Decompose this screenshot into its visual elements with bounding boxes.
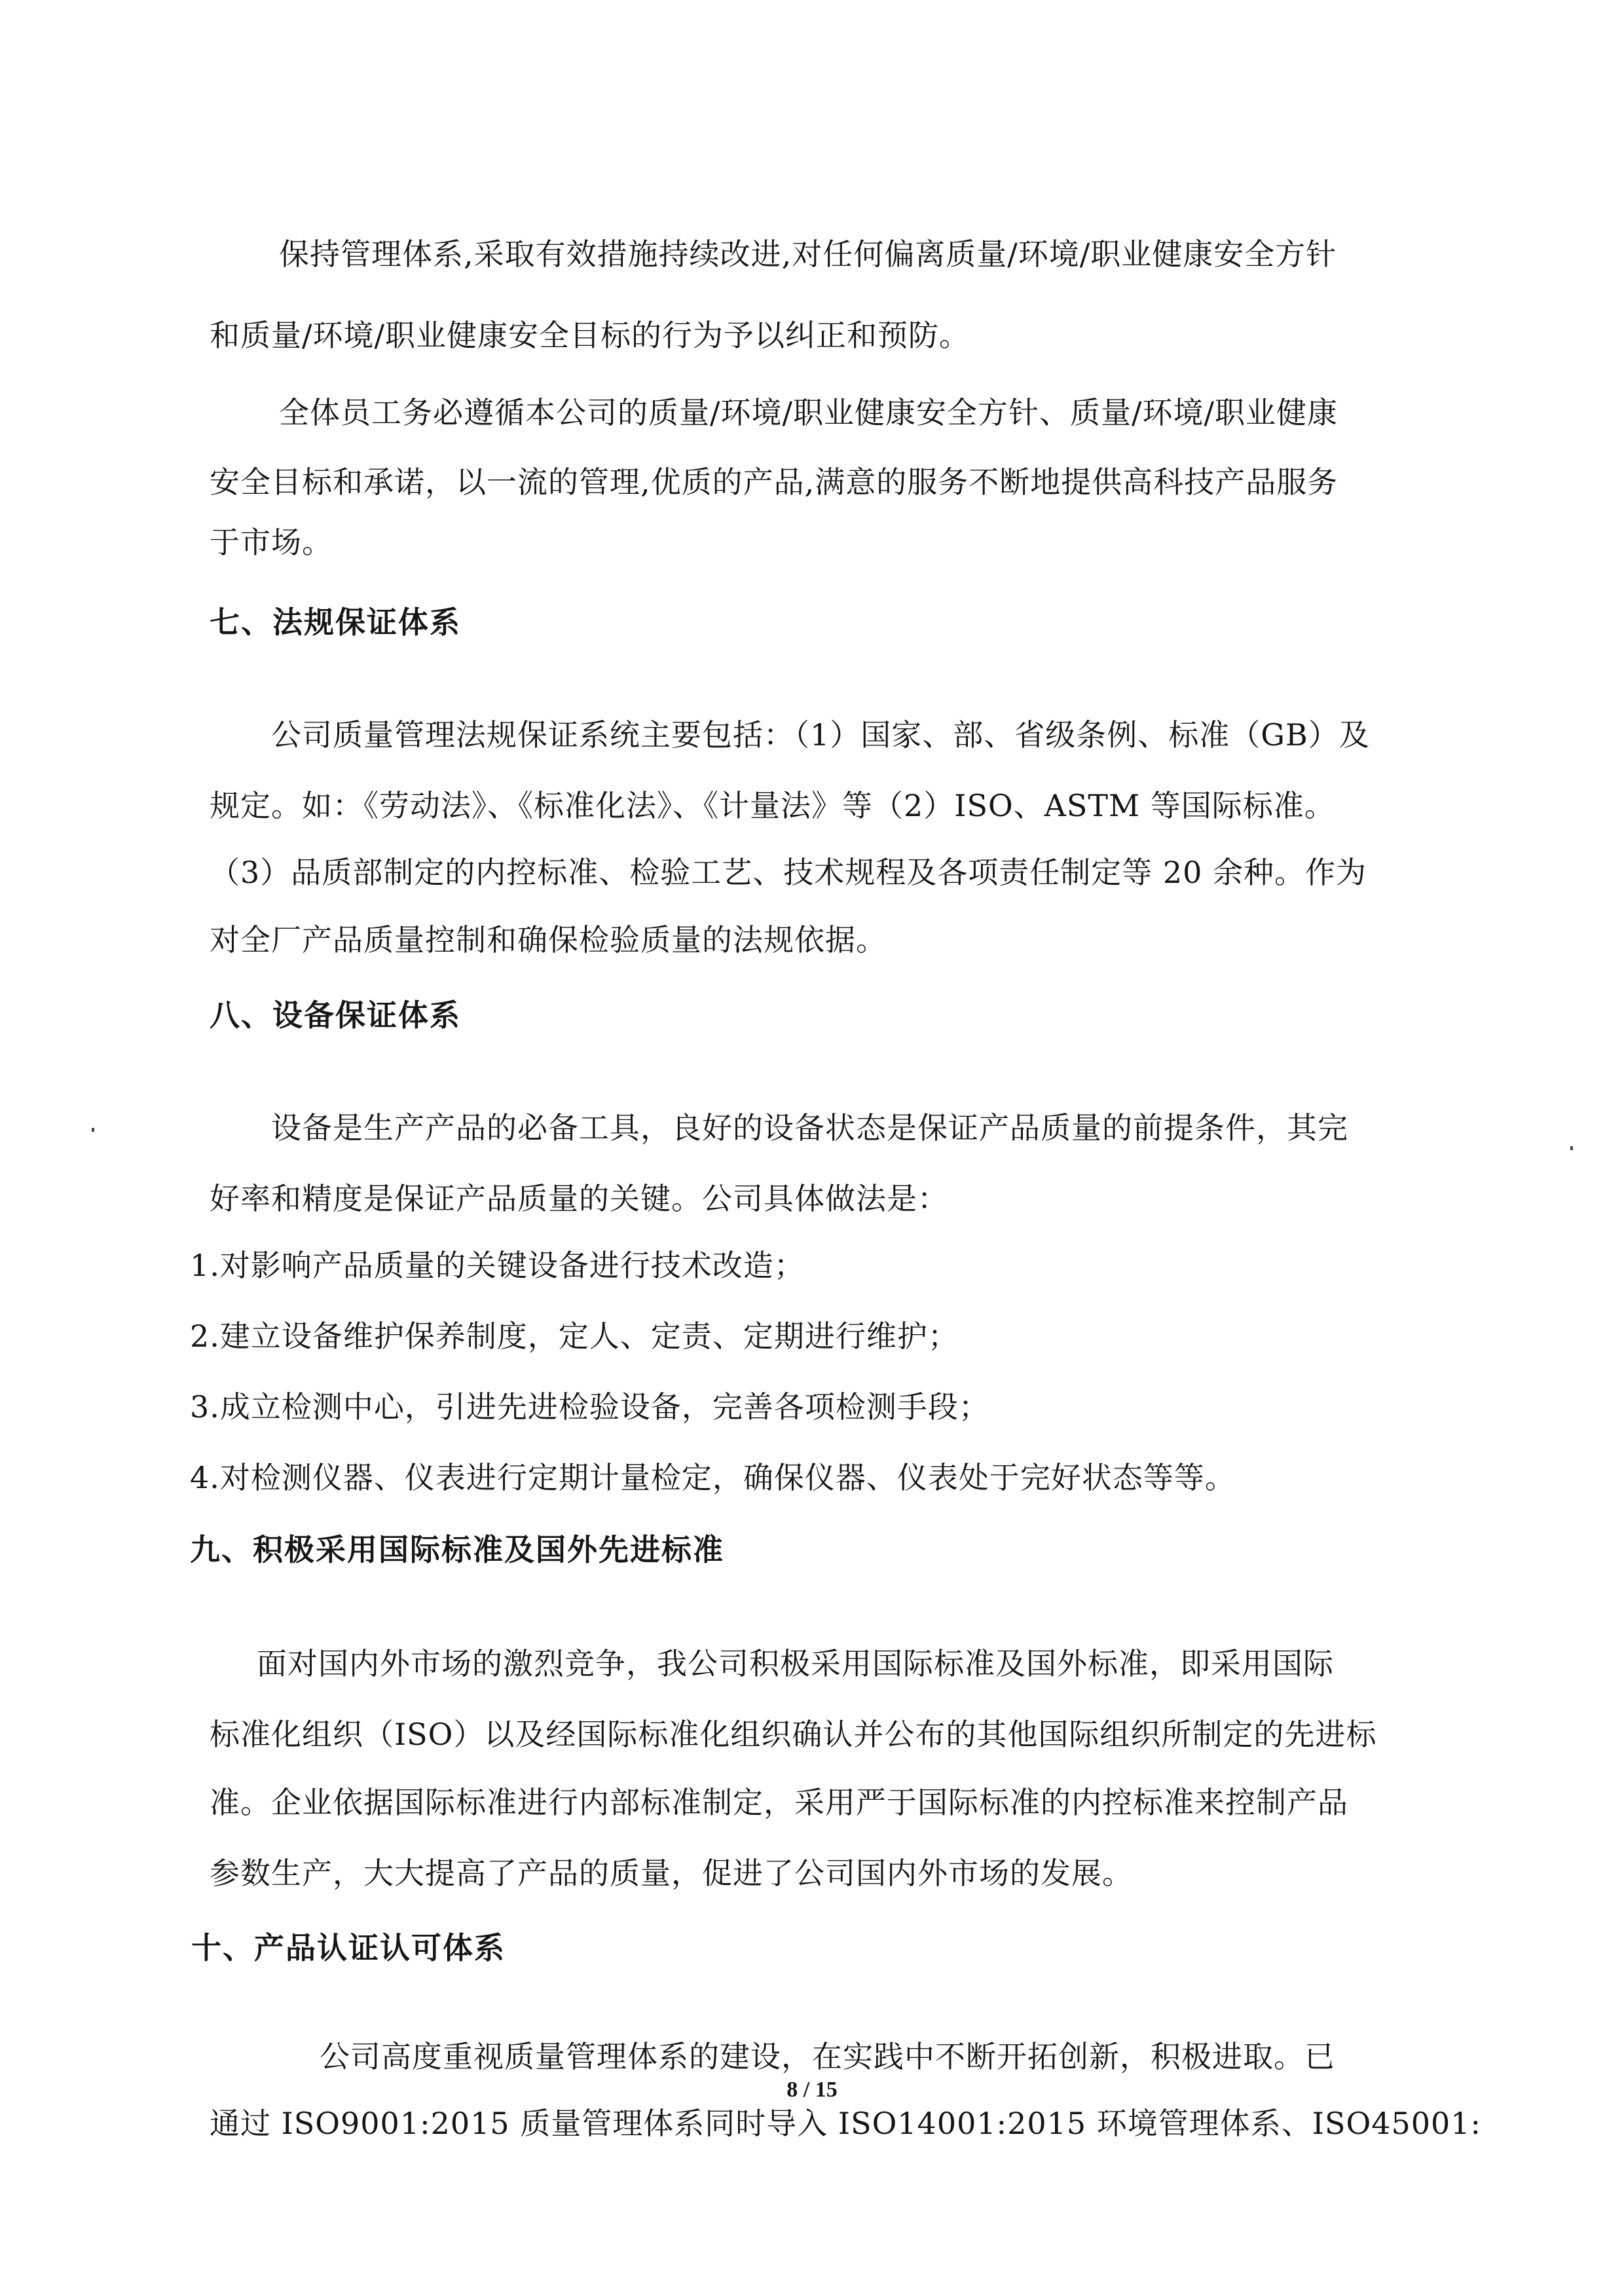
- paragraph-1-line-1: 保持管理体系,采取有效措施持续改进,对任何偏离质量/环境/职业健康安全方针: [279, 236, 1337, 272]
- paragraph-1-line-2: 和质量/环境/职业健康安全目标的行为予以纠正和预防。: [210, 318, 970, 353]
- section-7-line-4: 对全厂产品质量控制和确保检验质量的法规依据。: [210, 922, 887, 958]
- section-8-item-2: 2.建立设备维护保养制度，定人、定责、定期进行维护；: [190, 1318, 959, 1354]
- scan-speck: [1570, 1146, 1573, 1150]
- paragraph-2-line-3: 于市场。: [210, 525, 333, 560]
- section-8-item-3: 3.成立检测中心，引进先进检验设备，完善各项检测手段；: [190, 1389, 989, 1425]
- section-8-line-2: 好率和精度是保证产品质量的关键。公司具体做法是：: [210, 1181, 948, 1216]
- section-9-line-2: 标准化组织（ISO）以及经国际标准化组织确认并公布的其他国际组织所制定的先进标: [210, 1717, 1377, 1752]
- section-9-line-1: 面对国内外市场的激烈竞争，我公司积极采用国际标准及国外标准，即采用国际: [257, 1646, 1334, 1681]
- section-8-line-1: 设备是生产产品的必备工具，良好的设备状态是保证产品质量的前提条件，其完: [271, 1110, 1348, 1146]
- section-9-line-4: 参数生产，大大提高了产品的质量，促进了公司国内外市场的发展。: [210, 1856, 1133, 1891]
- paragraph-2-line-2: 安全目标和承诺，以一流的管理,优质的产品,满意的服务不断地提供高科技产品服务: [210, 464, 1338, 500]
- section-10-line-2: 通过 ISO9001:2015 质量管理体系同时导入 ISO14001:2015 环境管理体系、ISO45001:: [210, 2106, 1482, 2141]
- section-7-line-2: 规定。如：《劳动法》、《标准化法》、《计量法》等（2）ISO、ASTM 等国际标准。: [210, 788, 1335, 823]
- scan-speck: [92, 1128, 94, 1132]
- section-10-line-1: 公司高度重视质量管理体系的建设，在实践中不断开拓创新，积极进取。已: [320, 2039, 1335, 2074]
- paragraph-2-line-1: 全体员工务必遵循本公司的质量/环境/职业健康安全方针、质量/环境/职业健康: [279, 395, 1338, 430]
- section-7-line-3: （3）品质部制定的内控标准、检验工艺、技术规程及各项责任制定等 20 余种。作为: [210, 855, 1367, 890]
- section-8-item-4: 4.对检测仪器、仪表进行定期计量检定，确保仪器、仪表处于完好状态等等。: [190, 1460, 1236, 1495]
- section-10-heading: 十、产品认证认可体系: [191, 1930, 506, 1966]
- section-9-line-3: 准。企业依据国际标准进行内部标准制定，采用严于国际标准的内控标准来控制产品: [210, 1785, 1348, 1820]
- section-7-line-1: 公司质量管理法规保证系统主要包括：（1）国家、部、省级条例、标准（GB）及: [271, 717, 1370, 753]
- section-7-heading: 七、法规保证体系: [210, 605, 461, 640]
- section-8-heading: 八、设备保证体系: [210, 998, 461, 1033]
- section-8-item-1: 1.对影响产品质量的关键设备进行技术改造；: [190, 1248, 805, 1283]
- page-number: 8 / 15: [786, 2078, 838, 2102]
- section-9-heading: 九、积极采用国际标准及国外先进标准: [190, 1532, 724, 1567]
